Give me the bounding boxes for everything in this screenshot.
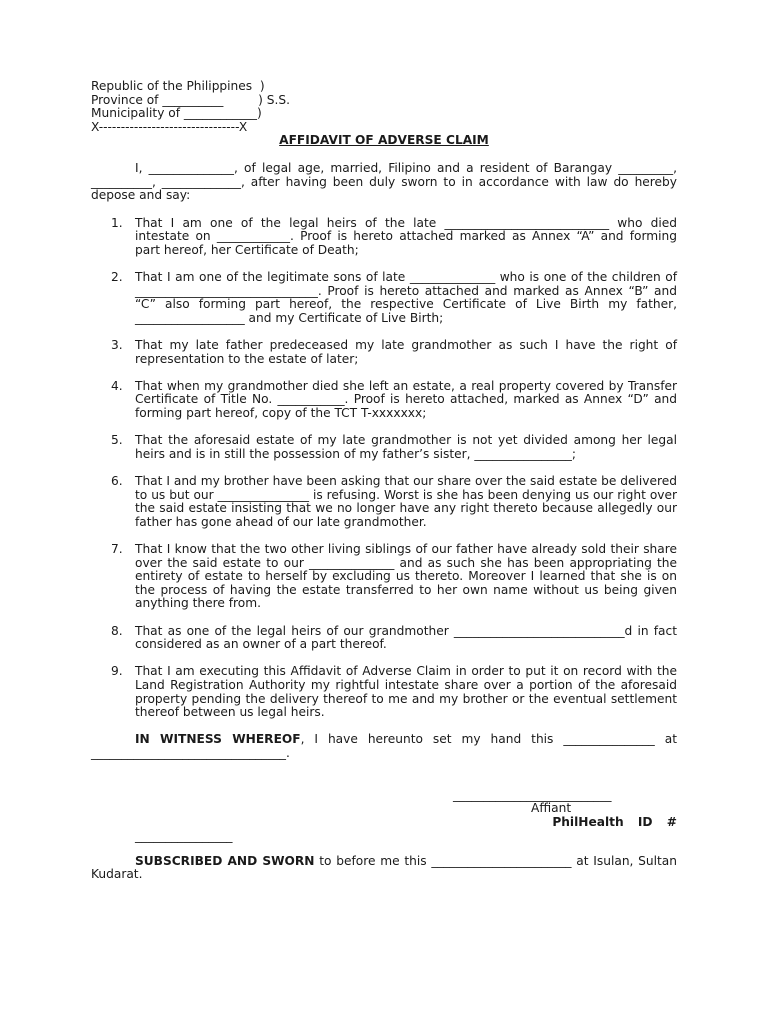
statement-item	[91, 434, 677, 461]
statement-number: 7.	[111, 542, 123, 556]
statement-item	[91, 271, 677, 325]
statement-item	[91, 475, 677, 529]
jurat-paragraph	[91, 855, 677, 882]
statement-item	[91, 625, 677, 652]
document-title: AFFIDAVIT OF ADVERSE CLAIM	[279, 133, 489, 148]
statement-text: That when my grandmother died she left an estate, a real property covered by Transfer Certificate of Title No. ___________. Proof is hereto attached, marked as Annex “D” and forming part hereof, copy of the TCT T-xxxxxxx;	[135, 378, 677, 421]
statement-number: 9.	[111, 664, 123, 679]
jurat-heading: SUBSCRIBED AND SWORN	[135, 853, 315, 868]
statement-number: 2.	[111, 270, 123, 285]
statement-item	[91, 217, 677, 258]
statement-text: That I am one of the legal heirs of the late ___________________________ who died intestate on ____________. Proof is hereto attached marked as Annex “A” and forming part hereof, her Certificate of Death;	[135, 215, 677, 257]
statement-text: That I am executing this Affidavit of Adverse Claim in order to put it on record with the Land Registration Authority my rightful intestate share over a portion of the aforesaid property pending the delivery thereof to me and my brother or the eventual settlement thereof between us legal heirs.	[135, 664, 677, 720]
witness-heading: IN WITNESS WHEREOF	[135, 732, 301, 747]
signature-line: __________________________	[453, 787, 612, 802]
statement-number: 6.	[111, 474, 123, 489]
statement-text: That the aforesaid estate of my late grandmother is not yet divided among her legal heirs and is in still the possession of my father’s sister, ________________;	[135, 433, 677, 461]
statement-number: 4.	[111, 378, 123, 393]
affiant-label: Affiant	[531, 800, 572, 815]
affidavit-document	[91, 80, 677, 894]
numbered-statements	[91, 217, 677, 720]
philhealth-id-blank: ________________	[135, 828, 233, 843]
statement-item	[91, 543, 677, 611]
venue-republic: Republic of the Philippines )	[91, 79, 265, 93]
jurat-text: to before me this _______________________ at Isulan, Sultan Kudarat.	[91, 853, 677, 882]
statement-text: That my late father predeceased my late grandmother as such I have the right of representation to the estate of later;	[135, 338, 677, 366]
statement-number: 1.	[111, 215, 123, 230]
statement-number: 5.	[111, 433, 123, 448]
statement-number: 3.	[111, 338, 123, 353]
venue-province: Province of __________ ) S.S.	[91, 92, 291, 107]
statement-item	[91, 380, 677, 421]
statement-number: 8.	[111, 623, 123, 638]
statement-item	[91, 665, 677, 719]
witness-text: , I have hereunto set my hand this _______________ at ________________________________.	[91, 732, 677, 760]
statement-text: That as one of the legal heirs of our grandmother ____________________________d in fact considered as an owner of a part thereof.	[135, 623, 677, 652]
statement-text: That I am one of the legitimate sons of late ______________ who is one of the children of ______________________________. Proof is hereto attached and marked as Annex “B” and “C” also forming part hereof, the respective Certificate of Live Birth my father, __________________ and my Certificate of Live Birth;	[135, 270, 677, 325]
statement-item	[91, 339, 677, 366]
signature-block	[91, 761, 677, 841]
philhealth-id-label: PhilHealth ID #	[552, 814, 677, 829]
witness-paragraph	[91, 733, 677, 760]
venue-block	[91, 80, 677, 134]
venue-separator: X--------------------------------X	[91, 119, 248, 134]
intro-paragraph: I, ______________, of legal age, married, Filipino and a resident of Barangay _________, __________, _____________, after having been duly sworn to in accordance with law do hereby depose and say:	[91, 160, 677, 203]
statement-text: That I know that the two other living siblings of our father have already sold their share over the said estate to our ______________ and as such she has been appropriating the entirety of estate to herself by excluding us thereto. Moreover I learned that she is on the process of having the estate transferred to her own name without us being given anything there from.	[135, 542, 677, 611]
statement-text: That I and my brother have been asking that our share over the said estate be delivered to us but our _______________ is refusing. Worst is she has been denying us our right over the said estate insisting that we no longer have any right thereto because allegedly our father has gone ahead of our late grandmother.	[135, 474, 677, 529]
venue-municipality: Municipality of ____________)	[91, 106, 262, 121]
